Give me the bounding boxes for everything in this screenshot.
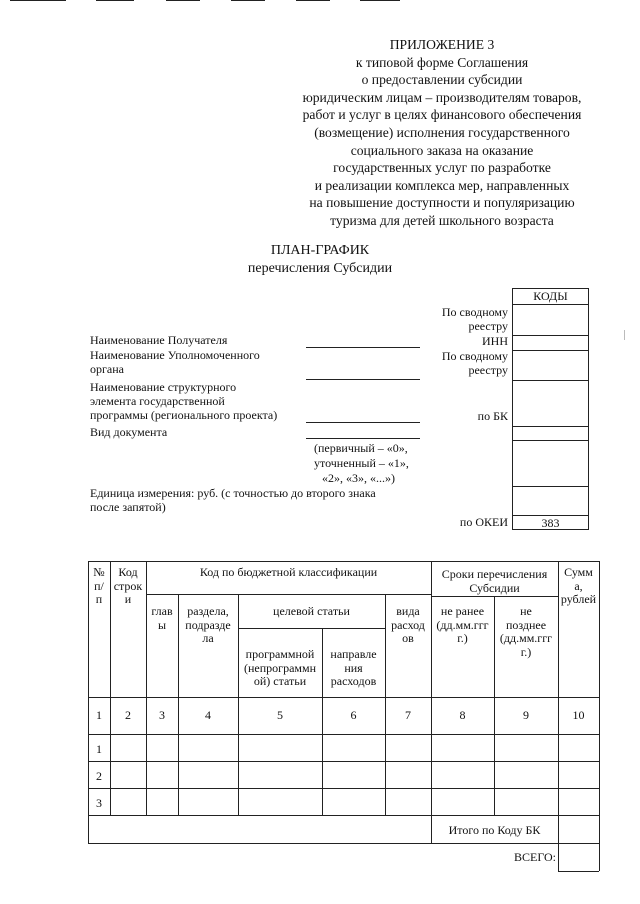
header-text: п xyxy=(95,592,103,606)
column-number: 7 xyxy=(405,708,411,722)
top-rule xyxy=(296,0,330,1)
column-number: 1 xyxy=(96,708,102,722)
appendix-line: работ и услуг в целях финансового обеспечения xyxy=(302,107,582,123)
inn-label: ИНН xyxy=(482,334,508,348)
authorized-label-1: Наименование Уполномоченного xyxy=(90,348,260,362)
header-sum xyxy=(558,566,599,607)
header-not-after xyxy=(494,605,558,659)
header-direction xyxy=(322,648,385,689)
column-number: 5 xyxy=(277,708,283,722)
header-text: ой) статьи xyxy=(253,674,307,688)
bk-label: по БК xyxy=(477,409,508,423)
header-text: ы xyxy=(157,617,167,632)
header-text: ния xyxy=(344,660,363,675)
header-text: глав xyxy=(151,604,173,618)
header-text: г.) xyxy=(520,644,532,659)
top-rule xyxy=(360,0,400,1)
registry-label-1a: По сводному xyxy=(441,305,508,319)
header-text: программной xyxy=(245,647,315,661)
table-border xyxy=(88,697,599,698)
header-text: не xyxy=(520,604,532,618)
registry-label-1b: реестру xyxy=(468,319,508,333)
header-text: (дд.мм.ггг xyxy=(436,617,489,632)
authorized-label-2: органа xyxy=(90,362,124,376)
doc-type-hint-2: уточненный – «1», xyxy=(314,456,409,470)
header-program-article xyxy=(238,648,322,689)
codes-divider xyxy=(513,486,588,487)
table-border xyxy=(88,815,599,816)
codes-divider xyxy=(513,304,588,305)
header-text: расход xyxy=(391,617,425,632)
top-rule xyxy=(166,0,200,1)
appendix-line: (возмещение) исполнения государственного xyxy=(314,124,570,140)
column-number: 3 xyxy=(159,708,165,722)
title-main: ПЛАН-ГРАФИК xyxy=(270,243,370,258)
table-row-number: 3 xyxy=(96,796,102,810)
okei-label: по ОКЕИ xyxy=(459,515,508,529)
table-border xyxy=(88,788,599,789)
top-rule xyxy=(96,0,134,1)
table-border xyxy=(146,594,431,595)
header-text: Код xyxy=(118,565,138,579)
appendix-line: к типовой форме Соглашения xyxy=(355,54,529,70)
header-expense-type xyxy=(385,605,431,646)
top-rule xyxy=(231,0,265,1)
column-number: 4 xyxy=(205,708,211,722)
header-text: (дд.мм.ггг xyxy=(499,631,553,645)
unit-label-1: Единица измерения: руб. (с точностью до второго знака xyxy=(90,486,376,500)
appendix-line: туризма для детей школьного возраста xyxy=(330,212,554,228)
header-text: строк xyxy=(113,578,143,593)
program-field[interactable] xyxy=(306,422,420,423)
unit-label-2: после запятой) xyxy=(90,500,166,514)
table-border xyxy=(431,561,432,843)
header-text: а, xyxy=(574,578,583,593)
appendix-line: ПРИЛОЖЕНИЕ 3 xyxy=(389,37,495,52)
header-chapter xyxy=(146,605,178,632)
header-text: (непрограммн xyxy=(243,660,317,675)
header-text: расходов xyxy=(330,674,377,688)
header-text: г.) xyxy=(457,631,468,645)
header-text: подразде xyxy=(185,617,231,632)
table-border xyxy=(238,628,385,629)
header-text: Субсидии xyxy=(469,580,520,595)
table-border xyxy=(88,843,599,844)
program-label-2: элемента государственной xyxy=(90,394,225,408)
column-number: 2 xyxy=(125,708,131,722)
doc-type-label: Вид документа xyxy=(90,425,168,439)
header-text: Сумм xyxy=(564,565,593,579)
header-section xyxy=(178,605,238,646)
header-number xyxy=(88,566,110,607)
column-number: 9 xyxy=(523,708,529,722)
header-text: направле xyxy=(330,647,377,661)
codes-divider xyxy=(513,335,588,336)
header-text: вида xyxy=(396,604,420,618)
codes-box xyxy=(512,288,589,530)
column-number: 10 xyxy=(572,708,585,722)
header-text: № xyxy=(93,565,105,579)
program-label-1: Наименование структурного xyxy=(90,380,237,394)
codes-divider xyxy=(513,350,588,351)
codes-divider xyxy=(513,426,588,427)
top-rule xyxy=(10,0,66,1)
appendix-line: юридическим лицам – производителям товаров, xyxy=(302,89,582,105)
header-text: ов xyxy=(402,631,414,645)
table-border xyxy=(558,871,599,872)
table-border xyxy=(88,561,599,562)
program-label-3: программы (регионального проекта) xyxy=(90,408,278,422)
registry-label-2a: По сводному xyxy=(441,349,508,363)
table-border xyxy=(88,734,599,735)
appendix-line: и реализации комплекса мер, направленных xyxy=(314,177,570,193)
recipient-label: Наименование Получателя xyxy=(90,333,228,347)
table-border xyxy=(238,594,239,815)
table-border xyxy=(88,761,599,762)
total-by-bk-label: Итого по Коду БК xyxy=(448,823,541,837)
table-border xyxy=(599,561,600,871)
appendix-line: о предоставлении субсидии xyxy=(361,72,523,88)
appendix-line: социального заказа на оказание xyxy=(350,142,534,158)
header-row-code xyxy=(110,566,146,607)
column-number: 8 xyxy=(459,708,466,722)
appendix-line: на повышение доступности и популяризацию xyxy=(309,195,575,211)
table-border xyxy=(146,561,147,815)
header-terms xyxy=(431,568,558,595)
table-row-number: 2 xyxy=(96,769,102,783)
margin-mark xyxy=(624,330,625,340)
header-text: ла xyxy=(202,631,214,645)
header-text: п/ xyxy=(94,578,104,593)
appendix-header xyxy=(262,36,622,230)
header-text: не ранее xyxy=(440,604,485,618)
authorized-field[interactable] xyxy=(306,379,420,380)
title-sub: перечисления Субсидии xyxy=(247,261,393,276)
codes-divider xyxy=(513,380,588,381)
registry-label-2b: реестру xyxy=(468,363,508,377)
header-text: позднее xyxy=(505,617,547,632)
document-title xyxy=(0,242,640,278)
grand-total-label: ВСЕГО: xyxy=(514,850,556,864)
codes-divider xyxy=(513,440,588,441)
header-text: рублей xyxy=(560,592,597,606)
doc-type-hint-3: «2», «3», «...») xyxy=(322,471,395,485)
header-not-before xyxy=(431,605,494,646)
recipient-field[interactable] xyxy=(306,347,420,348)
header-text: раздела, xyxy=(187,604,229,618)
column-number: 6 xyxy=(350,708,357,722)
table-row-number: 1 xyxy=(96,742,102,756)
header-target-article: целевой статьи xyxy=(273,604,350,618)
appendix-line: государственных услуг по разработке xyxy=(333,160,551,176)
codes-header: КОДЫ xyxy=(533,289,568,303)
doc-type-hint-1: (первичный – «0», xyxy=(314,441,408,455)
header-text: Сроки перечисления xyxy=(441,567,548,581)
header-budget-code: Код по бюджетной классификации xyxy=(199,565,378,579)
doc-type-field[interactable] xyxy=(306,438,420,439)
okei-code: 383 xyxy=(541,516,560,530)
header-text: и xyxy=(124,592,132,606)
